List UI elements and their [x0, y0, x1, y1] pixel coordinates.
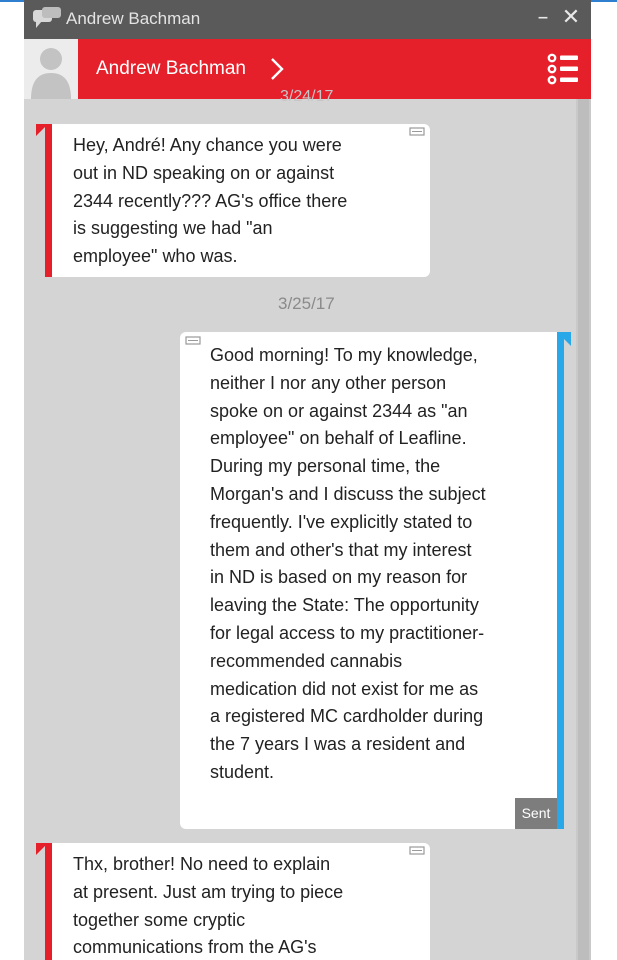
note-icon[interactable] [409, 127, 425, 139]
message-bubble-incoming[interactable] [45, 124, 430, 277]
date-separator: 3/25/17 [278, 294, 335, 313]
message-text: Good morning! To my knowledge, neither I nor any other person spoke on or against 2344 as "an employee" on behalf of Leafline. During my personal time, the Morgan's and I discuss the subject frequently. I've explicitly stated to them and other's that my interest in ND is based on my reason for leaving the State: The opportunity for legal access to my practitioner- recommended cannabis medication did not exist for me as a registered MC cardholder during the 7 years I was a resident and student. [210, 345, 486, 782]
chevron-right-icon[interactable] [268, 56, 286, 82]
minimize-button[interactable]: – [537, 5, 549, 30]
chat-bubbles-icon [32, 7, 62, 31]
note-icon[interactable] [409, 846, 425, 858]
note-icon[interactable] [185, 336, 201, 348]
avatar[interactable] [24, 39, 78, 99]
title-bar [24, 0, 591, 39]
message-bubble-incoming[interactable] [45, 843, 430, 960]
scrollbar[interactable] [576, 99, 591, 960]
outgoing-flag-icon [557, 332, 571, 346]
chat-window [24, 0, 591, 960]
contact-name-link[interactable]: Andrew Bachman [96, 58, 246, 79]
person-silhouette-icon [24, 39, 78, 99]
message-text: Hey, André! Any chance you were out in ND speaking on or against 2344 recently??? AG's office there is suggesting we had "an employee" who was. [73, 135, 348, 267]
sent-status-badge: Sent [515, 798, 557, 829]
scrollbar-thumb[interactable] [578, 99, 589, 960]
message-bubble-outgoing[interactable] [180, 332, 564, 829]
close-button[interactable]: ✕ [561, 5, 581, 30]
list-menu-icon[interactable] [546, 52, 580, 86]
window-title: Andrew Bachman [66, 9, 201, 28]
faded-date-separator: 3/24/17 [280, 88, 334, 104]
message-text: Thx, brother! No need to explain at present. Just am trying to piece together some cryptic communications from the AG's [73, 854, 344, 958]
